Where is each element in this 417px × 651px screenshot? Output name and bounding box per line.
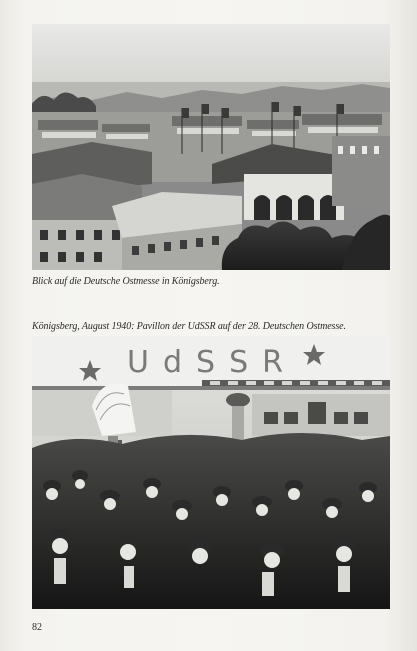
photo-ussr-pavilion-image xyxy=(32,336,390,609)
caption-fair-grounds: Blick auf die Deutsche Ostmesse in Königsberg. xyxy=(32,276,220,287)
photo-ussr-pavilion xyxy=(32,336,390,609)
photo-fair-grounds xyxy=(32,24,390,270)
page-number: 82 xyxy=(32,622,42,633)
photo-fair-grounds-image xyxy=(32,24,390,270)
caption-ussr-pavilion: Königsberg, August 1940: Pavillon der UdSSR auf der 28. Deutschen Ostmesse. xyxy=(32,321,346,332)
ussr-sign-text: UdSSR xyxy=(127,345,297,380)
